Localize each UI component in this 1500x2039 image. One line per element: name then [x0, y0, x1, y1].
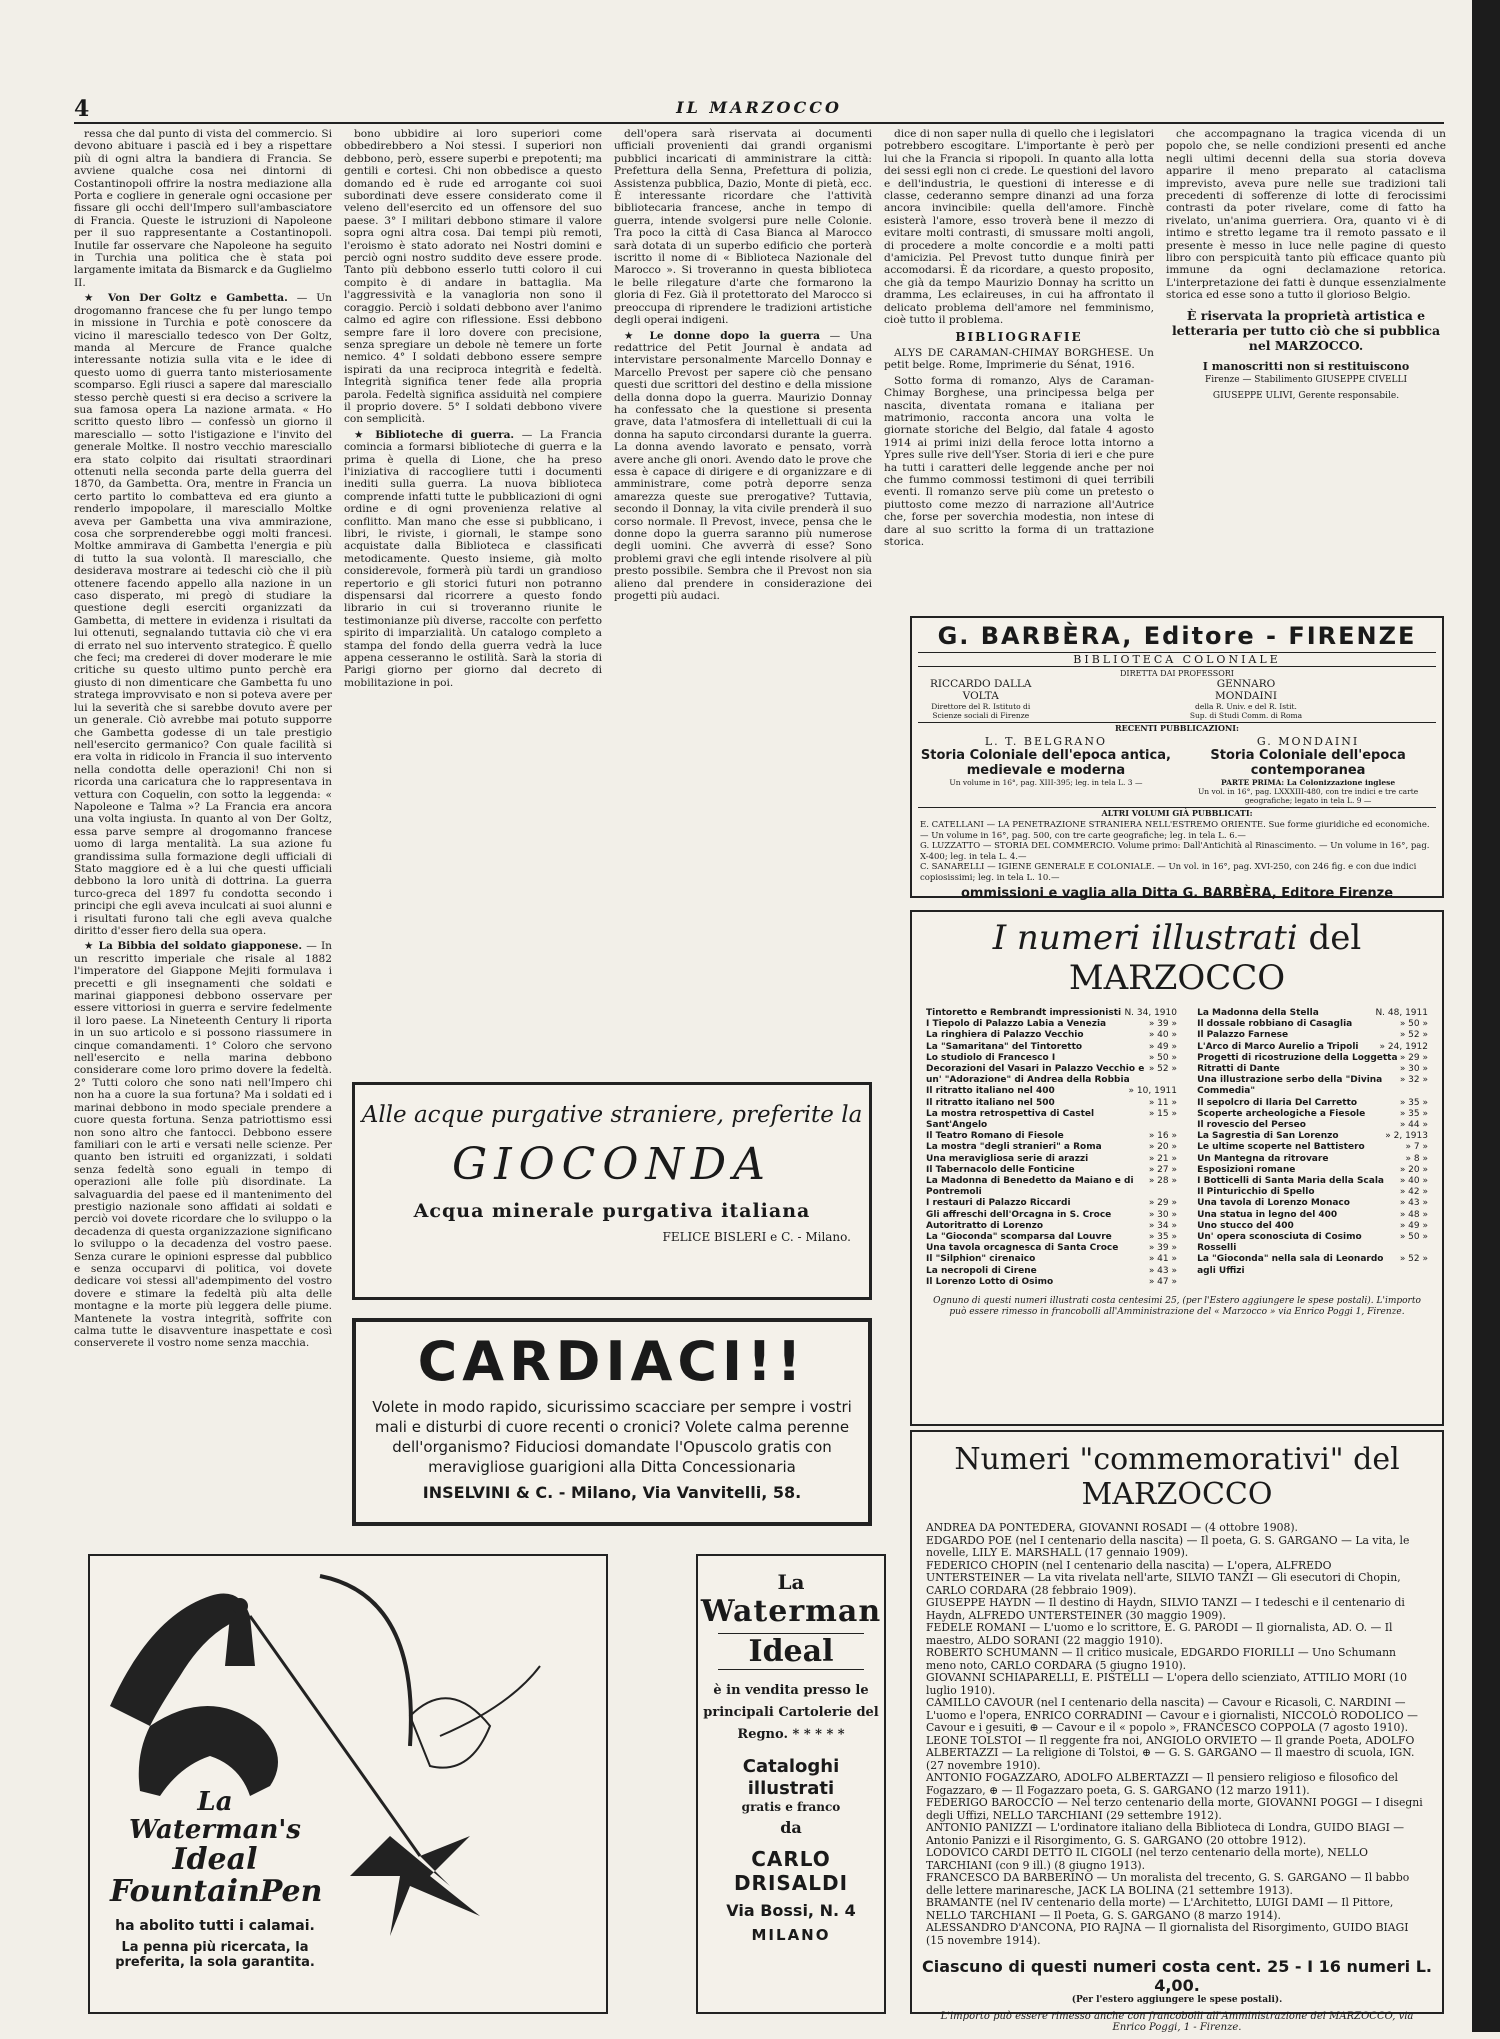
issue-number: » 8 » — [1405, 1153, 1428, 1164]
issue-number: » 32 » — [1399, 1075, 1428, 1086]
issue-row — [1197, 1210, 1428, 1221]
issue-title: Una tavola di Lorenzo Monaco — [1197, 1198, 1350, 1209]
issue-number: » 21 » — [1148, 1153, 1177, 1164]
commemorative-item: FEDELE ROMANI — L'uomo e lo scrittore, E. G. PARODI — Il giornalista, AD. O. — Il maestro, ALDO SORANI (22 maggio 1910). — [926, 1621, 1393, 1647]
column-5 — [1166, 128, 1446, 468]
other-book: G. LUZZATTO — STORIA DEL COMMERCIO. Volume primo: Dall'Antichità al Rinascimento. — Un volume in 16°, pag. X-400; leg. in tela L. 4.— — [920, 841, 1430, 862]
box-title: Numeri "commemorativi" del MARZOCCO — [954, 1442, 1400, 1512]
issue-row — [1197, 1131, 1428, 1142]
ad-brand: Waterman — [700, 1594, 882, 1629]
article-text: dice di non saper nulla di quello che i legislatori potrebbero escogitare. L'importante è però per lui che la Francia si ripopoli. In quanto alla lotta dei sessi egli non ci crede. Le questioni del lavoro e dell'industria, le questioni di interesse e di classe, cederanno sempre dinanzi ad una forza ancora invincibile: quella dell'amore. Finchè esisterà l'amore, esso troverà bene il mezzo di evitare molti contrasti, di smussare molti angoli, di procedere a molte concordie e a molti patti d'amicizia. Pel Prevost tutto dunque finirà per accomodarsi. È da ricordare, a questo proposito, che già da tempo Maurizio Donnay ha scritto un dramma, Les eclaireuses, in cui ha affrontato il delicato problema dell'amore nel femminismo, cioè tutto il problema. — [884, 128, 1154, 327]
issue-row — [926, 1210, 1177, 1221]
book-part: PARTE PRIMA: La Colonizzazione inglese — [1220, 778, 1396, 787]
ad-body: Volete in modo rapido, sicurissimo scacciare per sempre i vostri mali e disturbi di cuore recenti o cronici? Volete calma perenne dell'organismo? Fiduciosi domandate l'Opuscolo gratis con meravigliose guarigioni alla Ditta Concessionaria — [372, 1398, 852, 1476]
issue-title: Gli affreschi dell'Orcagna in S. Croce — [926, 1209, 1112, 1220]
issue-row — [926, 1198, 1177, 1209]
commemorative-list — [912, 1512, 1442, 1947]
ad-line: è in vendita presso le — [713, 1683, 869, 1698]
issue-row — [926, 1243, 1177, 1254]
issue-title: Il sepolcro di Ilaria Del Carretto — [1197, 1097, 1358, 1108]
editors — [912, 678, 1442, 720]
issue-row — [1197, 1053, 1428, 1064]
issue-row — [926, 1131, 1177, 1142]
editor — [922, 678, 1167, 720]
issue-row — [1197, 1019, 1428, 1030]
ad-subtitle: Acqua minerale purgativa italiana — [413, 1200, 811, 1222]
issue-row — [1197, 1254, 1428, 1276]
column-1 — [74, 128, 332, 1538]
issue-number: » 48 » — [1399, 1209, 1428, 1220]
issue-row — [926, 1254, 1177, 1265]
issue-title: La mostra retrospettiva di Castel Sant'Angelo — [926, 1108, 1095, 1131]
cardiaci-ad — [352, 1318, 872, 1526]
issue-title: Lo studiolo di Francesco I — [926, 1052, 1056, 1063]
horse-body — [139, 1706, 278, 1796]
ad-line: principali Cartolerie del — [703, 1705, 879, 1720]
issue-number: » 50 » — [1399, 1019, 1428, 1030]
recent-heading: RECENTI PUBBLICAZIONI: — [918, 722, 1436, 733]
commemorative-item: LODOVICO CARDI DETTO IL CIGOLI (nel terzo centenario della morte), NELLO TARCHIANI (con 9 ill.) (8 giugno 1913). — [926, 1846, 1368, 1872]
editor — [1187, 678, 1432, 720]
issue-number: » 15 » — [1148, 1108, 1177, 1119]
issue-number: » 52 » — [1148, 1064, 1177, 1075]
issue-row — [926, 1142, 1177, 1153]
issue-number: » 47 » — [1148, 1276, 1177, 1287]
waterman-logo — [110, 1787, 323, 1970]
issue-title: Una statua in legno del 400 — [1197, 1209, 1338, 1220]
issue-lists — [912, 998, 1442, 1288]
issue-row — [1197, 1075, 1428, 1097]
issue-number: » 40 » — [1399, 1176, 1428, 1187]
issue-title: Le ultime scoperte nel Battistero — [1197, 1142, 1365, 1153]
title-part: I numeri illustrati — [992, 918, 1298, 958]
issue-row — [926, 1042, 1177, 1053]
issue-row — [1197, 1232, 1428, 1254]
issue-row — [926, 1109, 1177, 1131]
box-footer: Ognuno di questi numeri illustrati costa centesimi 25, (per l'Estero aggiungere le spese postali). L'importo può essere rimesso in francobolli all'Amministrazione del « Marzocco » via Enrico Poggi 1, Firenze. — [933, 1296, 1421, 1318]
column-4 — [884, 128, 1154, 606]
issue-number: » 35 » — [1399, 1108, 1428, 1119]
article-donne-guerra: ★ Le donne dopo la guerra — Una redattrice del Petit Journal è andata ad intervistare personalmente Marcello Donnay e Marcello Prevost per sapere ciò che pensano questi due scrittori del destino e della missione della donna dopo la guerra. Maurizio Donnay ha confessato che la questione si presenta grave, data l'atmosfera di intellettuali di cui la donna ha saputo circondarsi durante la guerra. La donna avendo lavorato e pensato, vorrà avere anche gli onori. Avendo dato le prove che essa è capace di dirigere e di organizzare e di amministrare, come potrà deporre senza amarezza queste sue prerogative? Tuttavia, secondo il Donnay, la vita civile prenderà il suo corso normale. Il Prevost, invece, pensa che le donne dopo la guerra saranno più numerose degli uomini. Che avverrà di esse? Sono problemi gravi che egli intende risolvere al più presto possibile. Sembra che il Prevost non sia alieno dal prendere in considerazione dei progetti più audaci. — [614, 329, 872, 603]
ad-tagline: Alle acque purgative straniere, preferite la — [361, 1102, 863, 1128]
issue-list-right — [1197, 1008, 1428, 1288]
editor-name: GENNARO MONDAINI — [1214, 678, 1277, 702]
editor-role: della R. Univ. e del R. Istit. Sup. di Studi Comm. di Roma — [1189, 702, 1303, 720]
issue-title: La necropoli di Cirene — [926, 1265, 1037, 1276]
issue-number: » 11 » — [1148, 1097, 1177, 1108]
numeri-commemorativi-box — [910, 1430, 1444, 2033]
ad-firm: INSELVINI & C. - Milano, Via Vanvitelli, 58. — [422, 1483, 802, 1502]
box-footer: L'importo può essere rimesso anche con francobolli all'Amministrazione del MARZOCCO, via Enrico Poggi, 1 - Firenze. — [940, 2011, 1414, 2033]
ad-address: Via Bossi, N. 4 — [726, 1901, 856, 1920]
issue-row — [926, 1086, 1177, 1097]
article-text: bono ubbidire ai loro superiori come obbedirebbero a Noi stessi. I superiori non debbono, però, essere superbi e prepotenti; ma gentili e cortesi. Chi non obbedisce a questo domando ed è rude ed arrogante coi suoi subordinati deve essere considerato come il veleno dell'esercito ed un offensore del suo paese. 3° I militari debbono stimare il valore sopra ogni altra cosa. Dai tempi più remoti, l'eroismo è stato adorato nei Nostri domini e perciò ogni nostro suddito deve essere prode. Tanto più debbono esserlo tutti coloro il cui compito è di andare in battaglia. Ma l'aggressività e la vanagloria non sono il coraggio. Perciò i soldati debbono aver l'animo calmo ed agire con riflessione. Essi debbono sempre fare il loro dovere con precisione, senza spregiare un debole nè temere un forte nemico. 4° I soldati debbono essere sempre ispirati da una reciproca integrità e fedeltà. Integrità significa tener fede alla propria parola. Fedeltà significa assiduità nel compiere il proprio dovere. 5° I soldati debbono vivere con semplicità. — [344, 128, 602, 426]
issue-row — [926, 1030, 1177, 1041]
manager-notice: GIUSEPPE ULIVI, Gerente responsabile. — [1212, 391, 1400, 402]
issue-title: La Madonna di Benedetto da Maiano e di Pontremoli — [926, 1176, 1134, 1198]
issue-title: Uno stucco del 400 — [1197, 1220, 1294, 1231]
issue-row — [1197, 1098, 1428, 1109]
book-author: G. MONDAINI — [1256, 735, 1360, 748]
waterman-text-ad — [696, 1554, 886, 2014]
issue-number: » 20 » — [1399, 1164, 1428, 1175]
book-author: L. T. BELGRANO — [984, 735, 1107, 748]
ad-firm: CARLO DRISALDI — [733, 1847, 849, 1895]
issue-title: I Tiepolo di Palazzo Labia a Venezia — [926, 1019, 1107, 1030]
issue-row — [926, 1232, 1177, 1243]
issue-row — [926, 1008, 1177, 1019]
editor-role: Direttore del R. Istituto di Scienze sociali di Firenze — [931, 702, 1031, 720]
ad-catalog: Cataloghi illustrati — [742, 1756, 840, 1799]
issue-title: Un Mantegna da ritrovare — [1197, 1153, 1329, 1164]
issue-title: Ritratti di Dante — [1197, 1064, 1280, 1075]
commemorative-item: ALESSANDRO D'ANCONA, PIO RAJNA — Il giornalista del Risorgimento, GUIDO BIAGI (15 novembre 1914). — [926, 1921, 1409, 1947]
issue-number: » 39 » — [1148, 1243, 1177, 1254]
page-number: 4 — [74, 96, 90, 122]
issue-title: Una meravigliosa serie di arazzi — [926, 1153, 1089, 1164]
issue-number: » 43 » — [1148, 1265, 1177, 1276]
issue-title: La ringhiera di Palazzo Vecchio — [926, 1030, 1084, 1041]
issue-title: Progetti di ricostruzione della Loggetta — [1197, 1052, 1398, 1063]
issue-row — [926, 1064, 1177, 1086]
issue-row — [926, 1098, 1177, 1109]
issue-title: I Botticelli di Santa Maria della Scala — [1197, 1176, 1384, 1187]
ad-line: Regno. * * * * * — [737, 1727, 845, 1742]
issue-title: Il Tabernacolo delle Fonticine — [926, 1164, 1075, 1175]
issue-title: La "Gioconda" nella sala di Leonardo agli Uffizi — [1197, 1254, 1384, 1276]
bibliography-reference: ALYS DE CARAMAN-CHIMAY BORGHESE. Un petit belge. Rome, Imprimerie du Sénat, 1916. — [884, 346, 1154, 372]
issue-number: » 50 » — [1399, 1232, 1428, 1243]
logo-line: FountainPen — [110, 1874, 323, 1909]
issue-row — [1197, 1008, 1428, 1019]
ad-headline: G. BARBÈRA, Editore - FIRENZE — [937, 622, 1417, 650]
issue-title: I restauri di Palazzo Riccardi — [926, 1198, 1071, 1209]
commemorative-item: EDGARDO POE (nel I centenario della nascita) — Il poeta, G. S. GARGANO — La vita, le novelle, LILY E. MARSHALL (17 gennaio 1909). — [926, 1533, 1410, 1559]
ad-brand: Ideal — [718, 1633, 864, 1670]
issue-number: » 49 » — [1148, 1041, 1177, 1052]
issue-title: Il Lorenzo Lotto di Osimo — [926, 1276, 1054, 1287]
issue-number: » 10, 1911 — [1128, 1086, 1177, 1097]
manuscripts-notice: I manoscritti non si restituiscono — [1202, 359, 1410, 373]
article-bibbia-soldato: ★ La Bibbia del soldato giapponese. — In un rescritto imperiale che risale al 1882 l'imperatore del Giappone Mejiti formulava i precetti e gli insegnamenti che soldati e marinai giapponesi debbono osservare per essere vittoriosi in guerra e servire fedelmente il loro paese. La Nineteenth Century li riporta in un suo articolo e si possono riassumere in cinque comandamenti. 1° Coloro che servono nell'esercito e nella marina debbono considerare come loro primo dovere la fedeltà. 2° Tutti coloro che sono nati nell'Impero chi non ha a cuore la sua fortuna? Ma i soldati ed i marinai debbono in modo speciale prendere a cuore questa fortuna. Senza patriottismo essi non sono altro che fantocci. Debbono essere familiari con le arti e versati nelle scienze. Per quanto ben istruiti ed organizzati, i soldati senza fedeltà sono eguali in tempo di operazioni alle folle più disordinate. La salvaguardia del paese ed il mantenimento del prestigio nazionale sono affidati ai soldati e perciò voi dovete ricordare che lo sviluppo o la decadenza di questa organizzazione significano lo sviluppo o la decadenza del vostro paese. Senza curare le opinioni espresse dal pubblico e senza occuparvi di politica, voi dovete dedicare voi stessi all'adempimento del vostro dovere e stimare la fedeltà più alta delle montagne e la morte più leggera delle piume. Mantenete la vostra integrità, soffrite con calma tutte le disavventure inaspettate e così conserverete il vostro nome senza macchia. — [74, 940, 332, 1350]
issue-row — [926, 1266, 1177, 1277]
ad-brand-name: GIOCONDA — [452, 1139, 772, 1190]
issue-row — [1197, 1154, 1428, 1165]
logo-line: La Waterman's — [129, 1787, 301, 1845]
article-text: che accompagnano la tragica vicenda di un popolo che, se nelle condizioni presenti ed anche negli ultimi decenni della sua storia doveva apparire il meno preparato al cataclisma imprevisto, aveva pure nelle sue tradizioni tali precedenti di sofferenze di lotte di ferocissimi contrasti da poter rivelare, come di fatto ha rivelato, un'anima guerriera. Ora, quanto vi è di intimo e stretto legame tra il remoto passato e il presente è messo in luce nelle pagine di questo libro con perspicuità tanto più efficace quanto più immune da ogni declamazione retorica. L'interpretazione dei fatti è dunque essenzialmente storica ed esse sono a tutto il glorioso Belgio. — [1166, 128, 1446, 302]
issue-row — [926, 1154, 1177, 1165]
book-title: Storia Coloniale dell'epoca antica, medievale e moderna — [920, 748, 1171, 778]
issue-title: Decorazioni del Vasari in Palazzo Vecchio e un' "Adorazione" di Andrea della Robbia — [926, 1064, 1145, 1086]
issue-number: » 40 » — [1148, 1030, 1177, 1041]
commemorative-item: LEONE TOLSTOI — Il reggente fra noi, ANGIOLO ORVIETO — Il grande Poeta, ADOLFO ALBERTAZZI — La religione di Tolstoi, ⊕ — G. S. GARGANO — Il maestro di scuola, IGN. (27 novembre 1910). — [926, 1733, 1415, 1772]
issue-title: Una tavola orcagnesca di Santa Croce — [926, 1243, 1119, 1254]
ad-firm: FELICE BISLERI e C. - Milano. — [662, 1230, 851, 1244]
issue-number: » 35 » — [1148, 1232, 1177, 1243]
column-2 — [344, 128, 602, 1078]
commemorative-item: BRAMANTE (nel IV centenario della morte) — L'Architetto, LUIGI DAMI — Il Pittore, NELLO TARCHIANI — Il Poeta, G. S. GARGANO (8 marzo 1914). — [926, 1896, 1394, 1922]
issue-number: » 29 » — [1399, 1052, 1428, 1063]
issue-title: Tintoretto e Rembrandt impressionisti — [926, 1008, 1122, 1018]
issue-number: » 2, 1913 — [1385, 1131, 1428, 1142]
issue-number: » 39 » — [1148, 1019, 1177, 1030]
price-line: Ciascuno di questi numeri costa cent. 25 - I 16 numeri L. 4,00. — [921, 1957, 1433, 1995]
issue-row — [1197, 1176, 1428, 1187]
issue-number: » 30 » — [1399, 1064, 1428, 1075]
article-text: — Un drogomanno francese che fu per lungo tempo in missione in Turchia e potè conoscere da vicino il maresciallo tedesco von Der Goltz, manda al Mercure de France qualche interessante notizia sulla vita e le idee di questo uomo di guerra tanto misteriosamente scomparso. Egli riusci a sapere dal maresciallo stesso perchè questi si era deciso a scrivere la sua famosa opera La nazione armata. « Ho scritto questo libro — confessò un giorno il maresciallo — sotto l'istigazione e l'invito del generale Moltke. Il nostro vecchio maresciallo era stato colpito dai risultati straordinari ottenuti nella seconda parte della guerra del 1870, da Gambetta. Ora, mentre in Francia un certo partito lo combatteva ed era giunto a renderlo impopolare, il maresciallo Moltke aveva per Gambetta una viva ammirazione, cosa che sorprenderebbe oggi molti francesi. Moltke ammirava di Gambetta l'energia e più di tutto la sua volontà. Il maresciallo, che desiderava mostrare ai tedeschi ciò che il più ottenere facendo appello alla nazione in un caso disperato, mi pregò di studiare la questione degli eserciti organizzati da Gambetta, di mettere in evidenza i risultati da lui ottenuti, segnalando tuttavia ciò che vi era di errato nel suo intervento strategico. È quello che feci; ma crederei di dover moderare le mie critiche su questo ultimo punto perchè era giusto di non dimenticare che Gambetta fu uno stratega improvvisato e non si poteva avere per lui la severità che si sarebbe dovuto avere per un generale. Ciò avrebbe mai potuto supporre che Gambetta godesse di un tale prestigio nell'esercito germanico? Con quale facilità si era volta in ridicolo in Francia il suo intervento nella condotta delle operazioni! Chi non si ricorda una caricatura che lo rappresentava in vettura con Coquelin, con sotto la leggenda: « Napoleone e Talma »? La Francia era ancora una volta ingiusta. In quanto al von Der Goltz, essa parve sempre al drogomanno francese uomo di larga mentalità. La sua azione fu grandissima sulla formazione degli ufficiali di Stato maggiore ed è a lui che questi ufficiali debbono la loro unità di dottrina. La guerra turco-greca del 1897 fu condotta secondo i principi che egli aveva inculcati ai suoi alunni e i risultati furono tali che egli aveva qualche diritto d'esser fiero della sua opera. — [74, 292, 332, 937]
issue-number: » 50 » — [1148, 1052, 1177, 1063]
issue-row — [926, 1019, 1177, 1030]
commemorative-item: ANTONIO PANIZZI — L'ordinatore italiano della Biblioteca di Londra, GUIDO BIAGI — Antonio Panizzi e il Risorgimento, G. S. GARGANO (20 ottobre 1912). — [926, 1821, 1405, 1847]
other-book: C. SANARELLI — IGIENE GENERALE E COLONIALE. — Un vol. in 16°, pag. XVI-250, con 246 fig. e con due indici copiosissimi; leg. in tela L. 10.— — [920, 862, 1417, 883]
issue-row — [926, 1221, 1177, 1232]
ad-body — [698, 1680, 884, 1746]
issue-number: » 41 » — [1148, 1254, 1177, 1265]
issue-title: Il rovescio del Perseo — [1197, 1120, 1306, 1131]
issue-number: » 35 » — [1399, 1097, 1428, 1108]
issue-number: » 52 » — [1399, 1254, 1428, 1265]
article-heading: La Bibbia del soldato giapponese. — [98, 940, 303, 953]
rider-body — [225, 1616, 255, 1666]
rider-head — [232, 1598, 248, 1614]
book-title: Storia Coloniale dell'epoca contemporanea — [1210, 748, 1406, 778]
issue-number: » 49 » — [1399, 1220, 1428, 1231]
issue-title: Scoperte archeologiche a Fiesole — [1197, 1108, 1366, 1119]
issue-title: La Sagrestia di San Lorenzo — [1197, 1131, 1339, 1142]
book — [920, 735, 1172, 805]
other-books — [912, 820, 1442, 883]
waterman-illustration-ad — [88, 1554, 608, 2014]
commemorative-item: FRANCESCO DA BARBERINO — Un moralista del trecento, G. S. GARGANO — Il babbo delle lettere marinaresche, JACK LA BOLINA (21 settembre 1913). — [926, 1871, 1410, 1897]
page-header — [74, 96, 1444, 124]
issue-list-left — [926, 1008, 1177, 1288]
issue-title: La mostra "degli stranieri" a Roma — [926, 1142, 1102, 1153]
issue-number: » 7 » — [1405, 1142, 1428, 1153]
issue-number: » 27 » — [1148, 1164, 1177, 1175]
box-title — [912, 918, 1442, 998]
bow-shape — [320, 1576, 411, 1746]
issue-row — [1197, 1109, 1428, 1120]
commemorative-item: FEDERICO CHOPIN (nel I centenario della nascita) — L'opera, ALFREDO UNTERSTEINER — La vita rivelata nell'arte, SILVIO TANZI — Gli esecutori di Chopin, CARLO CORDARA (28 febbraio 1909). — [926, 1558, 1401, 1597]
ad-line: gratis e franco — [741, 1800, 841, 1814]
issue-title: L'Arco di Marco Aurelio a Tripoli — [1197, 1041, 1359, 1052]
numeri-illustrati-box — [910, 910, 1444, 1426]
issue-row — [926, 1053, 1177, 1064]
printer-notice: Firenze — Stabilimento GIUSEPPE CIVELLI — [1204, 374, 1408, 385]
article-von-der-goltz: ★ Von Der Goltz e Gambetta. — Un drogomanno francese che fu per lungo tempo in missione in Turchia e potè conoscere da vicino il maresciallo tedesco von Der Goltz, manda al Mercure de France qualche interessante notizia sulla vita e le idee di questo uomo di guerra tanto misteriosamente scomparso. Egli riusci a sapere dal maresciallo stesso perchè questi si era deciso a scrivere la sua famosa opera La nazione armata. « Ho scritto questo libro — confessò un giorno il maresciallo — sotto l'istigazione e l'invito del generale Moltke. Il nostro vecchio maresciallo era stato colpito dai risultati straordinari ottenuti nella seconda parte della guerra del 1870, da Gambetta. Ora, mentre in Francia un certo partito lo combatteva ed era giunto a renderlo impopolare, il maresciallo Moltke aveva per Gambetta una viva ammirazione, cosa che sorprenderebbe oggi molti francesi. Moltke ammirava di Gambetta l'energia e più di tutto la sua volontà. Il maresciallo, che desiderava mostrare ai tedeschi ciò che il più ottenere facendo appello alla nazione in un caso disperato, mi pregò di studiare la questione degli eserciti organizzati da Gambetta, di mettere in evidenza i risultati da lui ottenuti, segnalando tuttavia ciò che vi era di errato nel suo intervento strategico. È quello che feci; ma crederei di dover moderare le mie critiche su questo ultimo punto perchè era giusto di non dimenticare che Gambetta fu uno stratega improvvisato e non si poteva avere per lui la severità che si sarebbe dovuto avere per un generale. Ciò avrebbe mai potuto supporre che Gambetta godesse di un tale prestigio nell'esercito germanico? Con quale facilità si era volta in ridicolo in Francia il suo intervento nella condotta delle operazioni! Chi non si ricorda una caricatura che lo rappresentava in vettura con Coquelin, con sotto la leggenda: « Napoleone e Talma »? La Francia era ancora una volta ingiusta. In quanto al von Der Goltz, essa parve sempre al drogomanno francese uomo di larga mentalità. La sua azione fu grandissima sulla formazione degli ufficiali di Stato maggiore ed è a lui che questi ufficiali debbono la loro unità di dottrina. La guerra turco-greca del 1897 fu condotta secondo i principi che egli aveva inculcati ai suoi alunni e i risultati furono tali che egli aveva qualche diritto d'esser fiero della sua opera. — [74, 292, 332, 937]
ad-line: ha abolito tutti i calamai. — [115, 1918, 315, 1934]
issue-number: » 29 » — [1148, 1198, 1177, 1209]
issue-title: Il Teatro Romano di Fiesole — [926, 1131, 1064, 1142]
issue-number: » 44 » — [1399, 1120, 1428, 1131]
newspaper-title: IL MARZOCCO — [676, 98, 842, 117]
issue-row — [926, 1277, 1177, 1288]
ad-line: La — [777, 1570, 805, 1594]
article-text: ressa che dal punto di vista del commercio. Si devono abituare i pascià ed i bey a rispettare più di ogni altra la bandiera di Francia. Se avviene qualche cosa nei dintorni di Costantinopoli offrire la nostra mediazione alla Porta e cogliere in generale ogni occasione per fissare gli occhi dell'Impero sull'ambasciatore di Francia. Queste le istruzioni di Napoleone per il suo rappresentante a Costantinopoli. Inutile far osservare che Napoleone ha seguito in Turchia una politica che è stata poi largamente imitata da Bismarck e da Guglielmo II. — [74, 128, 332, 289]
recent-books — [912, 735, 1442, 805]
issue-row — [1197, 1221, 1428, 1232]
issue-number: » 42 » — [1399, 1187, 1428, 1198]
issue-title: Il ritratto italiano nel 500 — [926, 1097, 1055, 1108]
collection-name: BIBLIOTECA COLONIALE — [918, 652, 1436, 667]
directed-by: DIRETTA DAI PROFESSORI — [1120, 669, 1234, 678]
column-3 — [614, 128, 872, 1078]
issue-title: Il "Silphion" cirenaico — [926, 1254, 1036, 1265]
ad-footer: ommissioni e vaglia alla Ditta G. BARBÈRA, Editore Firenze — [960, 886, 1394, 901]
scan-edge — [1472, 0, 1500, 2032]
barbera-publisher-ad — [910, 616, 1444, 901]
issue-title: Autoritratto di Lorenzo — [926, 1220, 1044, 1231]
issue-title: La Madonna della Stella — [1197, 1008, 1319, 1018]
feather-icon — [410, 1698, 490, 1767]
issue-row — [1197, 1198, 1428, 1209]
article-heading: Biblioteche di guerra. — [375, 428, 515, 441]
ad-line: La penna più ricercata, la preferita, la sola garantita. — [115, 1940, 315, 1970]
commemorative-item: ANDREA DA PONTEDERA, GIOVANNI ROSADI — (4 ottobre 1908). — [926, 1521, 1298, 1534]
book — [1182, 735, 1434, 805]
issue-row — [926, 1165, 1177, 1176]
issue-number: N. 48, 1911 — [1375, 1008, 1428, 1018]
issue-title: La "Gioconda" scomparsa dal Louvre — [926, 1232, 1112, 1243]
issue-title: Il Pinturicchio di Spello — [1197, 1187, 1315, 1198]
commemorative-item: CAMILLO CAVOUR (nel I centenario della nascita) — Cavour e Ricasoli, C. NARDINI — L'uomo e l'opera, ENRICO CORRADINI — Cavour e i giornalisti, NICCOLÒ RODOLICO — Cavour e i gesuiti, ⊕ — Cavour e il « popolo », FRANCESCO COPPOLA (7 agosto 1910). — [926, 1696, 1418, 1734]
article-text: — Una redattrice del Petit Journal è andata ad intervistare personalmente Marcello Donnay e Marcello Prevost per sapere ciò che pensano questi due scrittori del destino e della missione della donna dopo la guerra. Maurizio Donnay ha confessato che la questione si presenta grave, data l'atmosfera di intellettuali di cui la donna ha saputo circondarsi durante la guerra. La donna avendo lavorato e pensato, vorrà avere anche gli onori. Avendo dato le prove che essa è capace di dirigere e di organizzare e di amministrare, come potrà deporre senza amarezza queste sue prerogative? Tuttavia, secondo il Donnay, la vita civile prenderà il suo corso normale. Il Prevost, invece, pensa che le donne dopo la guerra saranno più numerose degli uomini. Che avverrà di esse? Sono problemi gravi che egli intende risolvere al più presto possibile. Sembra che il Prevost non sia alieno dal prendere in considerazione dei progetti più audaci. — [614, 329, 872, 603]
issue-title: La "Samaritana" del Tintoretto — [926, 1041, 1083, 1052]
editor-name: RICCARDO DALLA VOLTA — [929, 678, 1032, 702]
article-text: dell'opera sarà riservata ai documenti ufficiali provenienti dai grandi organismi pubblici incaricati di amministrare la città: Prefettura della Senna, Prefettura di polizia, Assistenza pubblica, Dazio, Monte di pietà, ecc. È interessante ricordare che l'attività bibliotecaria francese, anche in tempo di guerra, intende svolgersi pure nelle Colonie. Tra poco la città di Casa Bianca al Marocco sarà dotata di un superbo edificio che porterà iscritto il nome di « Biblioteca Nazionale del Marocco ». Si troveranno in questa biblioteca le belle rilegature d'arte che formarono la gloria di Fez. Già il protettorato del Marocco si preoccupa di riprendere le tradizioni artistiche degli operai indigeni. — [614, 128, 872, 327]
issue-row — [1197, 1030, 1428, 1041]
commemorative-item: ANTONIO FOGAZZARO, ADOLFO ALBERTAZZI — Il pensiero religioso e filosofico del Fogazzaro, ⊕ — Il Fogazzaro poeta, G. S. GARGANO (12 marzo 1911). — [926, 1771, 1399, 1797]
bibliography-review: Sotto forma di romanzo, Alys de Caraman-Chimay Borghese, una principessa belga per nascita, diventata romana e italiana per matrimonio, racconta ancora una volta le giornate storiche del Belgio, dal fatale 4 agosto 1914 ai primi inizi della feroce lotta intorno a Ypres sulle rive dell'Yser. Storia di ieri e che pure ha tutti i caratteri delle leggende anche per noi che fummo commossi testimoni di quei terribili eventi. Il romanzo serve più come un pretesto o piuttosto come mezzo di narrazione all'Autrice che, forse per soverchia modestia, non intese di dare al suo scritto la forma di un trattazione storica. — [884, 374, 1154, 548]
article-text: — La Francia comincia a formarsi biblioteche di guerra e la prima è quella di Lione, che ha preso l'iniziativa di raccogliere tutti i documenti inediti sulla guerra. La nuova biblioteca comprende infatti tutte le pubblicazioni di ogni ordine e di ogni provenienza relative al conflitto. Man mano che esse si pubblicano, i libri, le riviste, i giornali, le stampe sono acquistate dalla Biblioteca e classificati metodicamente. Questo insieme, già molto considerevole, formerà più tardi un grandioso repertorio e gli storici futuri non potranno dispensarsi dal ricorrere a questo fondo librario in cui si troveranno riunite le testimonianze più diverse, raccolte con perfetto spirito di imparzialità. Un catalogo completo a stampa del fondo della guerra vedrà la luce appena cesseranno le ostilità. Sarà la storia di Parigi giorno per giorno dal decreto di mobilitazione in poi. — [344, 428, 602, 689]
issue-number: » 30 » — [1148, 1209, 1177, 1220]
issue-number: » 20 » — [1148, 1142, 1177, 1153]
commemorative-item: ROBERTO SCHUMANN — Il critico musicale, EDGARDO FIORILLI — Uno Schumann meno noto, CARLO CORDARA (5 giugno 1910). — [926, 1646, 1396, 1672]
issue-number: » 52 » — [1399, 1030, 1428, 1041]
issue-title: Una illustrazione serbo della "Divina Commedia" — [1197, 1075, 1383, 1097]
other-book: E. CATELLANI — LA PENETRAZIONE STRANIERA NELL'ESTREMO ORIENTE. Sue forme giuridiche ed economiche. — Un volume in 16°, pag. 500, con tre carte geografiche; leg. in tela L. 6.— — [920, 820, 1430, 841]
issue-row — [1197, 1120, 1428, 1131]
article-heading: Von Der Goltz e Gambetta. — [107, 292, 288, 305]
issue-title: Il ritratto italiano nel 400 — [926, 1086, 1055, 1097]
issue-title: Un' opera sconosciuta di Cosimo Rosselli — [1197, 1232, 1362, 1254]
issue-title: Il Palazzo Farnese — [1197, 1030, 1289, 1041]
bibliography-heading: BIBLIOGRAFIE — [955, 329, 1083, 344]
commemorative-item: GIOVANNI SCHIAPARELLI, E. PISTELLI — L'opera dello scienziato, ATTILIO MORI (10 luglio 1910). — [926, 1671, 1407, 1697]
issue-title: Esposizioni romane — [1197, 1164, 1296, 1175]
issue-row — [1197, 1187, 1428, 1198]
title-part: del MARZOCCO — [1068, 918, 1362, 998]
issue-row — [1197, 1142, 1428, 1153]
issue-number: » 16 » — [1148, 1131, 1177, 1142]
book-volume: Un volume in 16°, pag. XIII-395; leg. in tela L. 3 — — [949, 778, 1143, 787]
logo-line: Ideal — [172, 1842, 258, 1877]
article-biblioteche: ★ Biblioteche di guerra. — La Francia comincia a formarsi biblioteche di guerra e la prima è quella di Lione, che ha preso l'iniziativa di raccogliere tutti i documenti inediti sulla guerra. La nuova biblioteca comprende infatti tutte le pubblicazioni di ogni ordine e di ogni provenienza relative al conflitto. Man mano che esse si pubblicano, i libri, le riviste, i giornali, le stampe sono acquistate dalla Biblioteca e classificati metodicamente. Questo insieme, già molto considerevole, formerà più tardi un grandioso repertorio e gli storici futuri non potranno dispensarsi dal ricorrere a questo fondo librario in cui si troveranno riunite le testimonianze più diverse, raccolte con perfetto spirito di imparzialità. Un catalogo completo a stampa del fondo della guerra vedrà la luce appena cesseranno le ostilità. Sarà la storia di Parigi giorno per giorno dal decreto di mobilitazione in poi. — [344, 428, 602, 689]
gioconda-ad — [352, 1082, 872, 1300]
ad-line: da — [780, 1818, 802, 1837]
issue-number: » 43 » — [1399, 1198, 1428, 1209]
others-heading: ALTRI VOLUMI GIÀ PUBBLICATI: — [918, 807, 1436, 818]
issue-number: » 28 » — [1148, 1176, 1177, 1187]
issue-number: » 34 » — [1148, 1220, 1177, 1231]
commemorative-item: GIUSEPPE HAYDN — Il destino di Haydn, SILVIO TANZI — I tedeschi e il centenario di Haydn, ALFREDO UNTERSTEINER (30 maggio 1909). — [926, 1596, 1405, 1622]
issue-number: N. 34, 1910 — [1124, 1008, 1177, 1018]
article-heading: Le donne dopo la guerra — [649, 329, 820, 342]
ad-city: MILANO — [751, 1926, 831, 1944]
commemorative-item: FEDERIGO BAROCCIO — Nel terzo centenario della morte, GIOVANNI POGGI — I disegni degli Uffizi, NELLO TARCHIANI (29 settembre 1912). — [926, 1796, 1423, 1822]
issue-number: » 24, 1912 — [1379, 1041, 1428, 1052]
book-volume: Un vol. in 16°, pag. LXXXIII-480, con tre indici e tre carte geografiche; legato in tela L. 9 — — [1197, 787, 1419, 805]
issue-title: Il dossale robbiano di Casaglia — [1197, 1019, 1353, 1030]
rights-notice: È riservata la proprietà artistica e letteraria per tutto ciò che si pubblica nel MARZOCCO. — [1171, 307, 1441, 353]
article-text: — In un rescritto imperiale che risale al 1882 l'imperatore del Giappone Mejiti formulava i precetti e gli insegnamenti che soldati e marinai giapponesi debbono osservare per essere vittoriosi in guerra e servire fedelmente il loro paese. La Nineteenth Century li riporta in un suo articolo e si possono riassumere in cinque comandamenti. 1° Coloro che servono nell'esercito e nella marina debbono considerare come loro primo dovere la fedeltà. 2° Tutti coloro che sono nati nell'Impero chi non ha a cuore la sua fortuna? Ma i soldati ed i marinai debbono in modo speciale prendere a cuore questa fortuna. Senza patriottismo essi non sono altro che fantocci. Debbono essere familiari con le arti e versati nelle scienze. Per quanto ben istruiti ed organizzati, i soldati senza fedeltà sono eguali in tempo di operazioni alle folle più disordinate. La salvaguardia del paese ed il mantenimento del prestigio nazionale sono affidati ai soldati e perciò voi dovete ricordare che lo sviluppo o la decadenza di questa organizzazione significano lo sviluppo o la decadenza del vostro paese. Senza curare le opinioni espresse dal pubblico e senza occuparvi di politica, voi dovete dedicare voi stessi all'adempimento del vostro dovere e stimare la fedeltà più alta delle montagne e la morte più leggera delle piume. Mantenete la vostra integrità, soffrite con calma tutte le disavventure inaspettate e così conserverete il vostro nome senza macchia. — [74, 940, 332, 1350]
issue-row — [1197, 1042, 1428, 1053]
issue-row — [1197, 1064, 1428, 1075]
issue-row — [1197, 1165, 1428, 1176]
ad-headline: CARDIACI!! — [417, 1330, 807, 1393]
price-note: (Per l'estero aggiungere le spese postali). — [1071, 1995, 1283, 2005]
issue-row — [926, 1176, 1177, 1198]
